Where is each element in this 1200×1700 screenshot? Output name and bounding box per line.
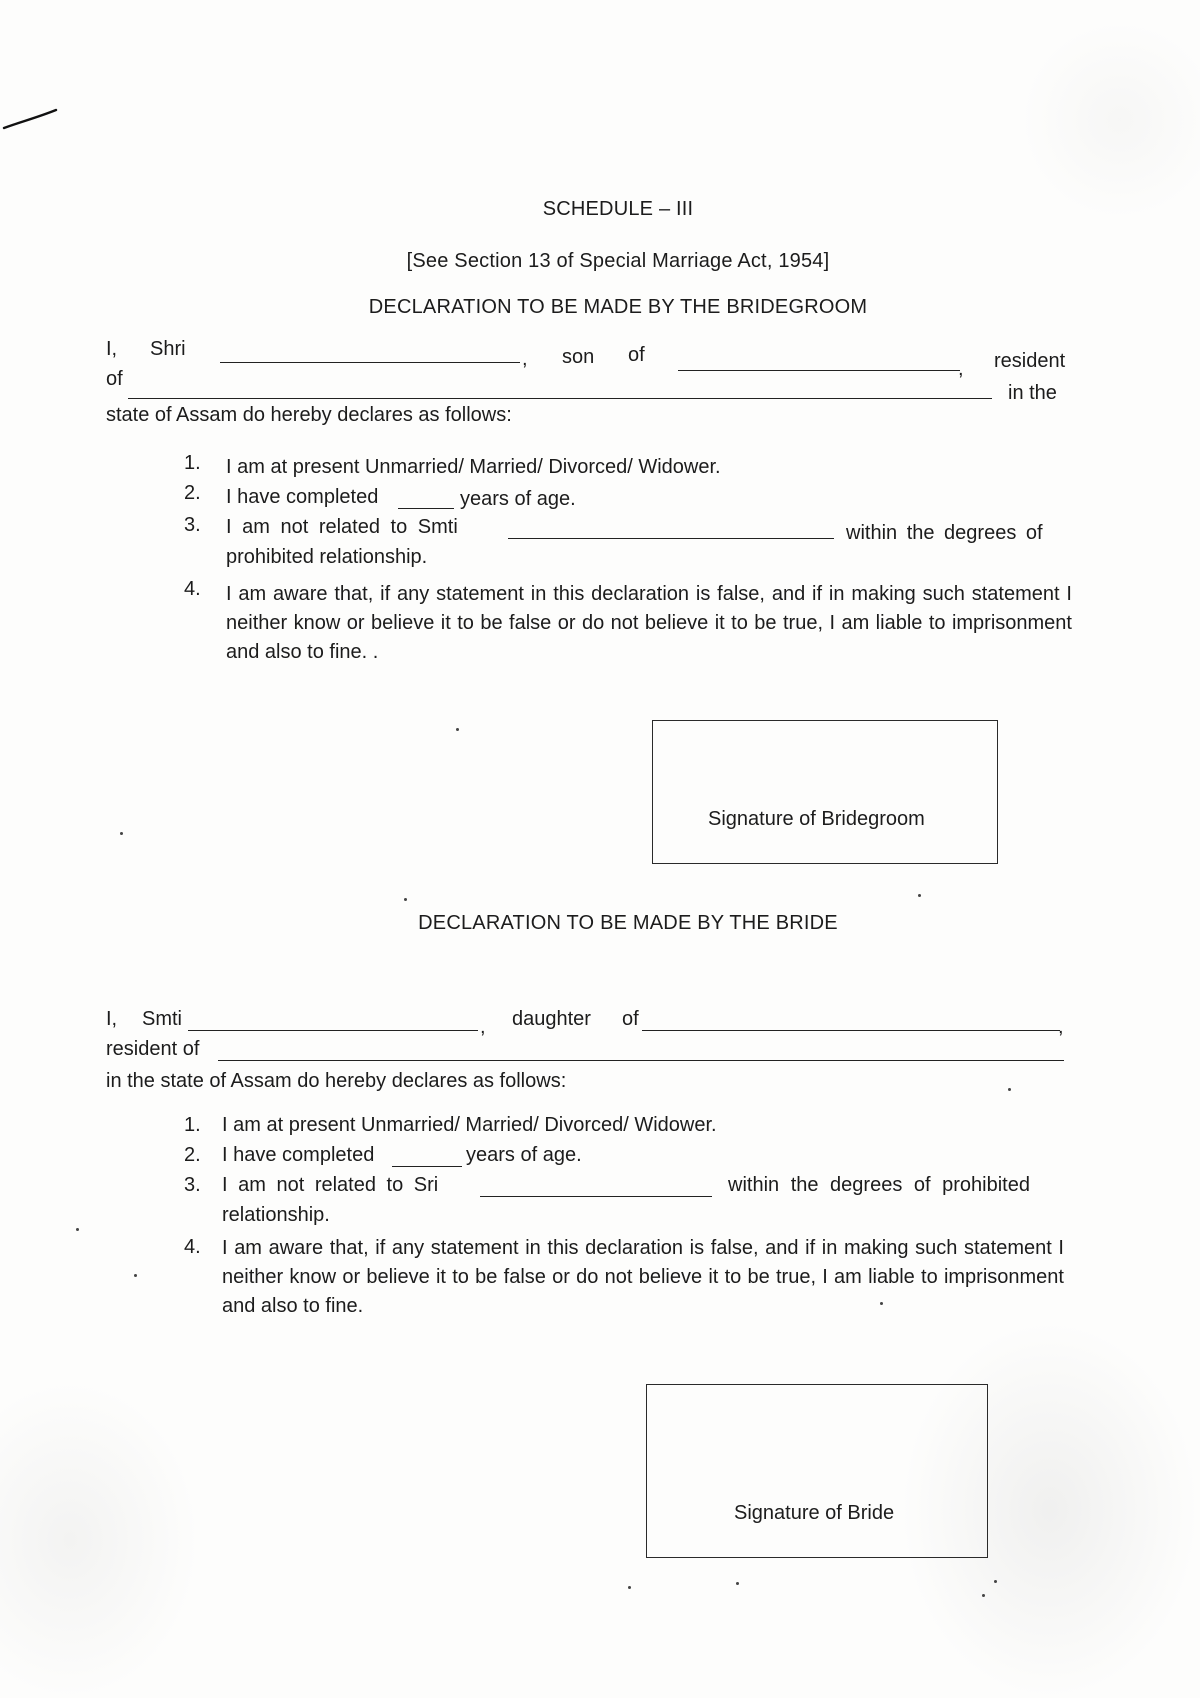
item-text: I am at present Unmarried/ Married/ Divorced/ Widower. (226, 456, 721, 478)
daughter-word: daughter (512, 1008, 591, 1030)
resident-word: resident (994, 350, 1066, 372)
pen-stroke-mark (0, 100, 70, 140)
groom-residence-field[interactable] (128, 398, 992, 399)
item-text: I have completed (226, 486, 379, 508)
comma: , (480, 1016, 486, 1038)
item-number: 4. (184, 578, 201, 600)
groom-name-field[interactable] (220, 362, 520, 363)
item-number: 3. (184, 1174, 201, 1196)
item-text: I am not related to Smti (226, 516, 458, 538)
scan-speck (76, 1228, 79, 1231)
item-number: 4. (184, 1236, 201, 1258)
bride-signature-label: Signature of Bride (734, 1502, 895, 1524)
intro-i: I, (106, 338, 118, 360)
groom-name-field[interactable] (480, 1196, 712, 1197)
in-the-text: in the (1008, 382, 1057, 404)
bridegroom-signature-box[interactable] (652, 720, 998, 864)
scan-speck (982, 1594, 985, 1597)
bride-heading: DECLARATION TO BE MADE BY THE BRIDE (418, 912, 838, 934)
comma: , (1058, 1016, 1064, 1038)
bride-name-field[interactable] (508, 538, 834, 539)
item-text: within the degrees of prohibited (728, 1174, 1030, 1196)
bride-residence-field[interactable] (218, 1060, 1064, 1061)
item-text: I am aware that, if any statement in this declaration is false, and if in making such statement I neither know or believe it to be false or do not believe it to be true, I am liable to imprisonment and also to fine. . (226, 583, 1072, 663)
bride-signature-box[interactable] (646, 1384, 988, 1558)
act-reference: [See Section 13 of Special Marriage Act, 1954] (406, 250, 830, 272)
groom-father-name-field[interactable] (678, 370, 960, 371)
item-text: years of age. (466, 1144, 582, 1166)
bride-name-field[interactable] (188, 1030, 478, 1031)
son-word: son (562, 346, 595, 368)
item-number: 2. (184, 1144, 201, 1166)
scan-speck (994, 1580, 997, 1583)
of-word: of (622, 1008, 639, 1030)
item-text: within the degrees of (846, 522, 1043, 544)
bridegroom-signature-label: Signature of Bridegroom (708, 808, 925, 830)
bridegroom-heading: DECLARATION TO BE MADE BY THE BRIDEGROOM (368, 296, 868, 318)
intro-i: I, (106, 1008, 118, 1030)
item-text: I am not related to Sri (222, 1174, 439, 1196)
scan-speck (404, 898, 407, 901)
item-text: prohibited relationship. (226, 546, 428, 568)
scan-speck (628, 1586, 631, 1589)
bride-age-field[interactable] (392, 1166, 462, 1167)
intro-smti: Smti (142, 1008, 182, 1030)
state-declaration-line: in the state of Assam do hereby declares as follows: (106, 1070, 567, 1092)
scan-smudge (0, 1380, 200, 1700)
scan-smudge (1020, 20, 1200, 220)
item-text: I have completed (222, 1144, 375, 1166)
intro-shri: Shri (150, 338, 186, 360)
of-word: of (106, 368, 123, 390)
resident-of-text: resident of (106, 1038, 200, 1060)
item-number: 2. (184, 482, 201, 504)
scan-speck (736, 1582, 739, 1585)
scan-speck (456, 728, 459, 731)
groom-age-field[interactable] (398, 508, 454, 509)
scan-speck (918, 894, 921, 897)
item-text: years of age. (460, 488, 576, 510)
of-word: of (628, 344, 645, 366)
scan-speck (120, 832, 123, 835)
scan-speck (134, 1274, 137, 1277)
schedule-title: SCHEDULE – III (542, 198, 694, 220)
item-text: I am at present Unmarried/ Married/ Divorced/ Widower. (222, 1114, 717, 1136)
comma: , (958, 358, 964, 380)
state-declaration-line: state of Assam do hereby declares as follows: (106, 404, 512, 426)
item-number: 1. (184, 452, 201, 474)
scan-speck (1008, 1088, 1011, 1091)
scan-speck (880, 1302, 883, 1305)
item-number: 3. (184, 514, 201, 536)
bride-father-name-field[interactable] (642, 1030, 1060, 1031)
item-text: I am aware that, if any statement in this declaration is false, and if in making such statement I neither know or believe it to be false or do not believe it to be true, I am liable to imprisonment and also to fine. (222, 1237, 1064, 1317)
item-text: relationship. (222, 1204, 330, 1226)
comma: , (522, 348, 528, 370)
item-number: 1. (184, 1114, 201, 1136)
